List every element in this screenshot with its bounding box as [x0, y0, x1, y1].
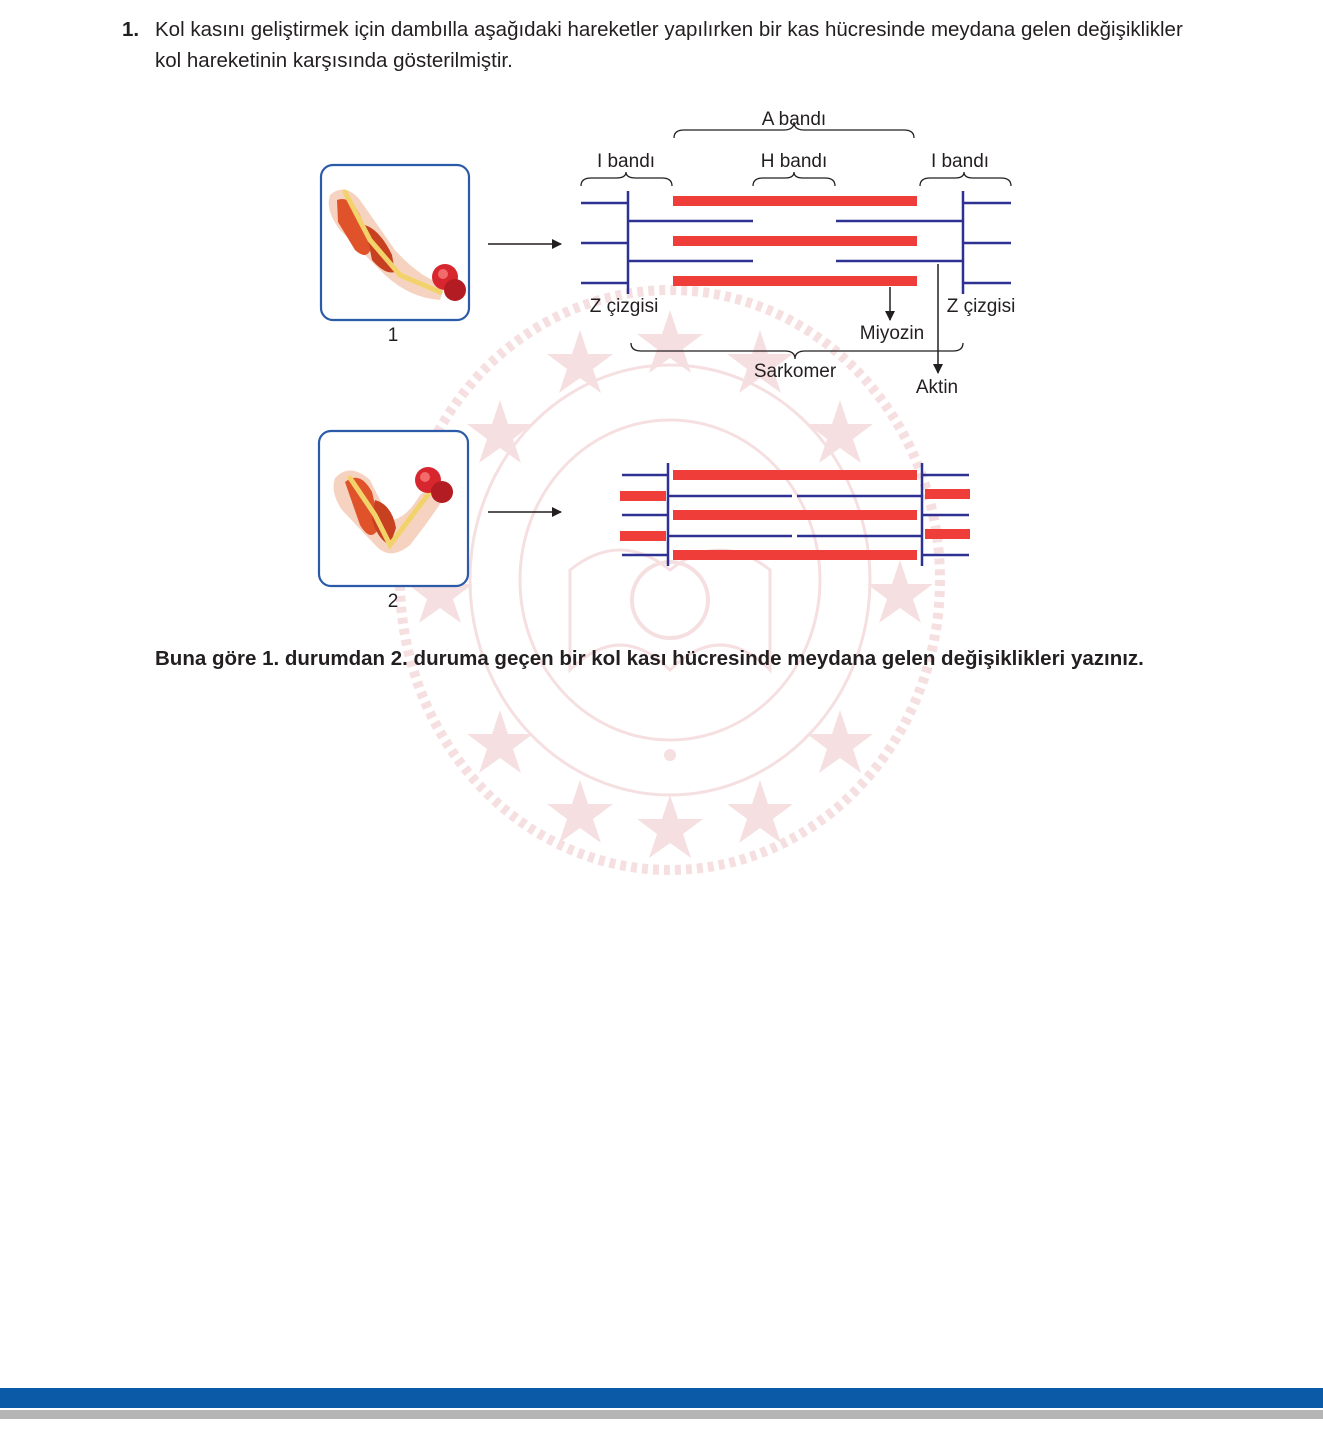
sarcomere-label: Sarkomer	[753, 361, 837, 382]
z-line-left-label: Z çizgisi	[589, 296, 659, 317]
i-band-left-label: I bandı	[596, 151, 656, 172]
h-band-label: H bandı	[760, 151, 828, 172]
contracted-arm-picture	[319, 431, 468, 612]
myosin-label: Miyozin	[859, 323, 925, 344]
relaxed-arm-picture	[321, 165, 469, 346]
instruction-prompt: Buna göre 1. durumdan 2. duruma geçen bir kol kası hücresinde meydana gelen değişiklikleri yazınız.	[155, 647, 1144, 670]
z-line-right-label: Z çizgisi	[946, 296, 1016, 317]
relaxed-sarcomere	[581, 109, 1015, 398]
contracted-sarcomere	[620, 463, 970, 566]
i-band-right-label: I bandı	[930, 151, 990, 172]
question-text: Kol kasını geliştirmek için dambılla aşağıdaki hareketler yapılırken bir kas hücresinde meydana gelen değişiklikler kol hareketinin karşısında gösterilmiştir.	[155, 18, 1183, 72]
a-band-label: A bandı	[761, 109, 827, 130]
footer-blue-bar	[0, 1388, 1323, 1408]
footer-gray-bar	[0, 1410, 1323, 1419]
state-2-label: 2	[387, 591, 399, 612]
question-number: 1.	[122, 18, 140, 41]
actin-label: Aktin	[915, 377, 959, 398]
state-1-label: 1	[387, 325, 399, 346]
sarcomere-figure	[0, 0, 1323, 640]
